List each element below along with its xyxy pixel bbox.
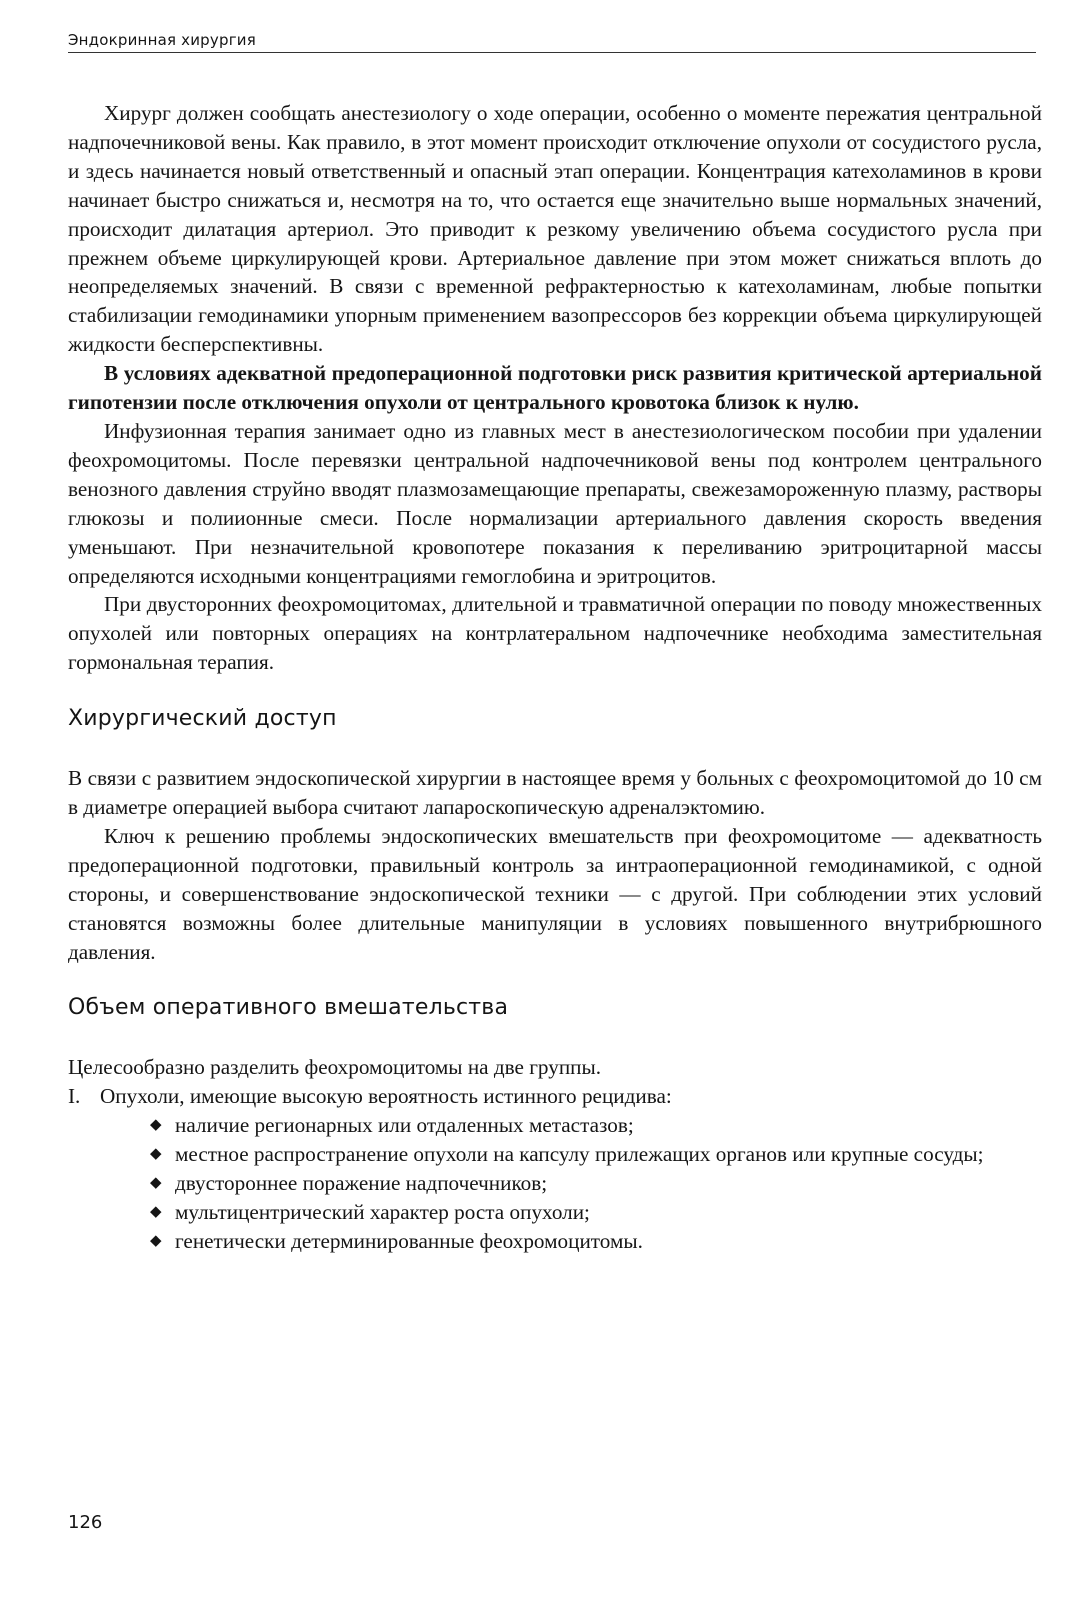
paragraph-bold: В условиях адекватной предоперационной подготовки риск развития критической артериальной гипотензии после отключения опухоли от центрального кровотока близок к нулю.: [68, 361, 1042, 415]
list-item: ◆ мультицентрический характер роста опухоли;: [150, 1198, 1042, 1227]
group-title: [68, 1082, 1042, 1111]
paragraph: Хирург должен сообщать анестезиологу о ходе операции, особенно о моменте пережатия центральной надпочечниковой вены. Как правило, в этот момент происходит отключение опухоли от сосудистого русла, и здесь начинается новый ответственный и опасный этап операции. Концентрация катехоламинов в крови начинает быстро снижаться и, несмотря на то, что остается еще значительно выше нормальных значений, происходит дилатация артериол. Это приводит к резкому увеличению объема сосудистого русла при прежнем объеме циркулирующей крови. Артериальное давление при этом может снижаться вплоть до неопределяемых значений. В связи с временной рефрактерностью к катехоламинам, любые попытки стабилизации гемодинамики упорным применением вазопрессоров без коррекции объема циркулирующей жидкости бесперспективны.: [68, 101, 1042, 357]
list-item: ◆ наличие регионарных или отдаленных метастазов;: [150, 1111, 1042, 1140]
diamond-bullet-icon: ◆: [150, 1204, 162, 1220]
diamond-bullet-icon: ◆: [150, 1175, 162, 1192]
section-heading-access: Хирургический доступ: [68, 706, 337, 732]
group-number: I.: [68, 1084, 81, 1109]
list-item: ◆ генетически детерминированные феохромоцитомы.: [150, 1227, 1042, 1256]
diamond-bullet-icon: ◆: [150, 1232, 162, 1249]
list-item: ◆ двустороннее поражение надпочечников;: [150, 1169, 1042, 1198]
diamond-bullet-icon: ◆: [150, 1117, 162, 1134]
paragraph: Целесообразно разделить феохромоцитомы на две группы.: [68, 1055, 602, 1080]
diamond-bullet-icon: ◆: [150, 1146, 162, 1163]
section-heading-scope: Объем оперативного вмешательства: [68, 995, 509, 1021]
paragraph: Инфузионная терапия занимает одно из главных мест в анестезиологическом пособии при удалении феохромоцитомы. После перевязки центральной надпочечниковой вены под контролем центрального венозного давления струйно вводят плазмозамещающие препараты, свежезамороженную плазму, растворы глюкозы и полиионные смеси. После нормализации артериального давления скорость введения уменьшают. При незначительной кровопотере показания к переливанию эритроцитарной массы определяются исходными концентрациями гемоглобина и эритроцитов.: [68, 418, 1042, 588]
bullet-list: [68, 1111, 1042, 1256]
group-title-text: Опухоли, имеющие высокую вероятность истинного рецидива:: [100, 1084, 672, 1109]
paragraph: В связи с развитием эндоскопической хирургии в настоящее время у больных с феохромоцитомой до 10 см в диаметре операцией выбора считают лапароскопическую адреналэктомию.: [68, 766, 1042, 820]
page-content: [68, 99, 1042, 1256]
paragraph: Ключ к решению проблемы эндоскопических вмешательств при феохромоцитоме — адекватность предоперационной подготовки, правильный контроль за интраоперационной гемодинамикой, с одной стороны, и совершенствование эндоскопической техники — с другой. При соблюдении этих условий становятся возможны более длительные манипуляции в условиях повышенного внутрибрюшного давления.: [68, 823, 1042, 964]
paragraph: При двусторонних феохромоцитомах, длительной и травматичной операции по поводу множественных опухолей или повторных операциях на контрлатеральном надпочечнике необходима заместительная гормональная терапия.: [68, 592, 1042, 675]
running-head: Эндокринная хирургия: [68, 30, 1036, 53]
list-item: ◆ местное распространение опухоли на капсулу прилежащих органов или крупные сосуды;: [150, 1140, 1042, 1169]
page-number: 126: [68, 1512, 103, 1533]
